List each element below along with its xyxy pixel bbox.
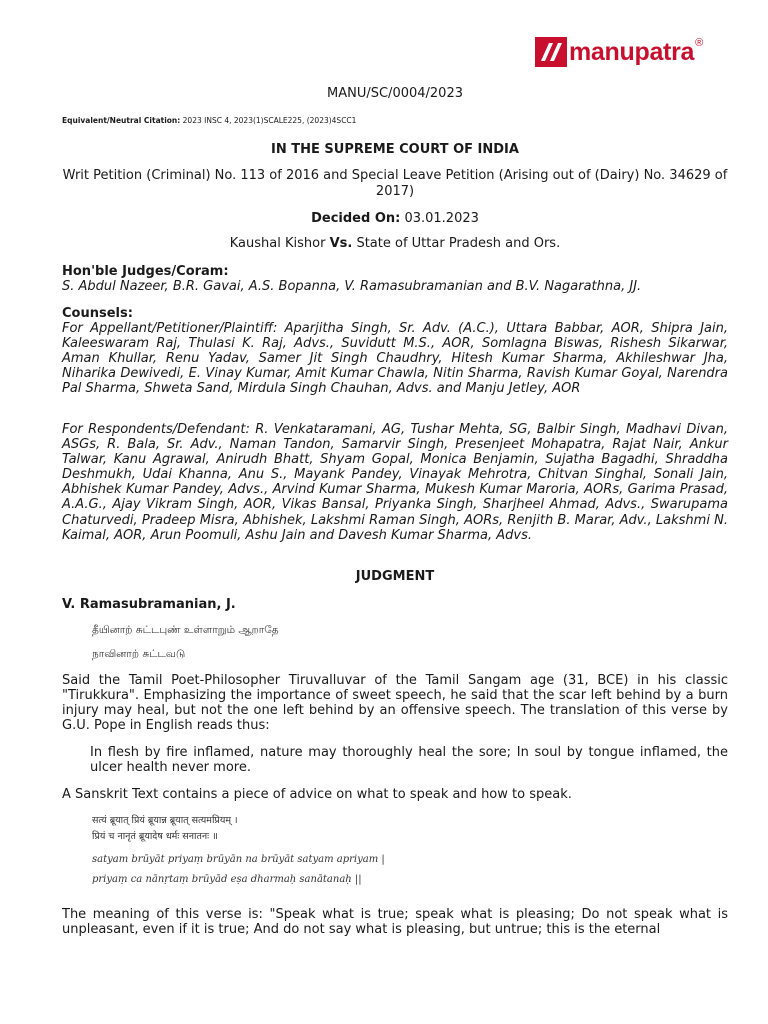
- equivalent-citation-value: 2023 INSC 4, 2023(1)SCALE225, (2023)4SCC1: [180, 116, 357, 125]
- judges-heading: Hon'ble Judges/Coram:: [62, 264, 229, 279]
- tamil-verse-line-2: நாவினாற் சுட்டவடு: [92, 648, 186, 660]
- sanskrit-verse-line-1: सत्यं ब्रूयात् प्रियं ब्रूयान्न ब्रूयात् सत्यमप्रियम् ।: [92, 815, 238, 826]
- judgment-author: V. Ramasubramanian, J.: [62, 597, 236, 612]
- case-parties: [62, 236, 728, 251]
- paragraph-sanskrit-intro: A Sanskrit Text contains a piece of advice on what to speak and how to speak.: [62, 787, 572, 802]
- transliteration-line-1: satyam brūyāt priyaṃ brūyān na brūyāt satyam apriyam |: [92, 854, 385, 865]
- tamil-verse-line-1: தீயினாற் சுட்டபுண் உள்ளாறும் ஆறாதே: [92, 624, 279, 636]
- decided-on-label: Decided On:: [311, 211, 401, 226]
- decided-on-date: 03.01.2023: [400, 211, 479, 226]
- counsels-heading: Counsels:: [62, 306, 133, 321]
- block-quote-translation: In flesh by fire inflamed, nature may thoroughly heal the sore; In soul by tongue inflamed, the ulcer health never more.: [90, 745, 728, 776]
- equivalent-citation-label: Equivalent/Neutral Citation:: [62, 116, 181, 125]
- counsels-appellant: For Appellant/Petitioner/Plaintiff: Aparjitha Singh, Sr. Adv. (A.C.), Uttara Babbar, AOR, Shipra Jain, Kaleeswaram Raj, Thulasi K. Raj, Advs., Suvidutt M.S., AOR, Somlagna Biswas, Rishesh Sikarwar, Aman Khullar, Renu Yadav, Samer Jit Singh Chaudhry, Hitesh Kumar Sharma, Akhileshwar Jha, Niharika Dewivedi, E. Vinay Kumar, Amit Kumar Chawla, Nitin Sharma, Ravish Kumar Goyal, Narendra Pal Sharma, Shweta Sand, Mirdula Singh Chauhan, Advs. and Manju Jetley, AOR: [62, 321, 728, 397]
- versus-label: Vs.: [329, 236, 353, 251]
- manupatra-logo-icon: [535, 37, 567, 67]
- judgment-heading: JUDGMENT: [355, 569, 435, 584]
- registered-mark: ®: [695, 37, 704, 49]
- counsels-respondent: For Respondents/Defendant: R. Venkataramani, AG, Tushar Mehta, SG, Balbir Singh, Madhavi Divan, ASGs, R. Bala, Sr. Adv., Naman Tandon, Samarvir Singh, Presenjeet Mohapatra, Rajat Nair, Ankur Talwar, Kanu Agrawal, Anirudh Bhatt, Shyam Gopal, Monica Benjamin, Sujatha Bagadhi, Shraddha Deshmukh, Udai Khanna, Anu S., Mayank Pandey, Vinayak Mehrotra, Chitvan Singhal, Sonali Jain, Abhishek Kumar Pandey, Advs., Arvind Kumar Sharma, Mukesh Kumar Maroria, AORs, Garima Prasad, A.A.G., Ajay Vikram Singh, AOR, Vikas Bansal, Priyanka Singh, Sharjheel Ahmad, Advs., Swarupama Chaturvedi, Pradeep Misra, Abhishek, Lakshmi Raman Singh, AORs, Renjith B. Marar, Adv., Lakshmi N. Kaimal, AOR, Arun Poomuli, Ashu Jain and Davesh Kumar Sharma, Advs.: [62, 422, 728, 543]
- manu-citation: MANU/SC/0004/2023: [327, 86, 463, 101]
- judges-names: S. Abdul Nazeer, B.R. Gavai, A.S. Bopanna, V. Ramasubramanian and B.V. Nagarathna, JJ.: [62, 279, 642, 294]
- court-name: IN THE SUPREME COURT OF INDIA: [271, 142, 519, 157]
- manupatra-logo[interactable]: [535, 36, 703, 68]
- paragraph-tiruvalluvar: Said the Tamil Poet-Philosopher Tiruvalluvar of the Tamil Sangam age (31, BCE) in his classic "Tirukkura". Emphasizing the importance of sweet speech, he said that the scar left behind by a burn injury may heal, but not the one left behind by an offensive speech. The translation of this verse by G.U. Pope in English reads thus:: [62, 673, 728, 734]
- transliteration-line-2: priyaṃ ca nānṛtaṃ brūyād eṣa dharmaḥ sanātanaḥ ||: [92, 874, 362, 885]
- paragraph-verse-meaning: The meaning of this verse is: "Speak what is true; speak what is pleasing; Do not speak what is unpleasant, even if it is true; And do not say what is pleasing, but untrue; this is the eternal: [62, 907, 728, 938]
- logo-text: manupatra: [569, 38, 695, 66]
- equivalent-citation: [62, 116, 728, 125]
- sanskrit-verse-line-2: प्रियं च नानृतं ब्रूयादेष धर्मः सनातनः ॥: [92, 831, 218, 842]
- party-respondent: State of Uttar Pradesh and Ors.: [352, 236, 561, 251]
- party-petitioner: Kaushal Kishor: [229, 236, 330, 251]
- decided-on: [62, 211, 728, 226]
- petition-title: Writ Petition (Criminal) No. 113 of 2016 and Special Leave Petition (Arising out of (Dairy) No. 34629 of 2017): [62, 168, 728, 199]
